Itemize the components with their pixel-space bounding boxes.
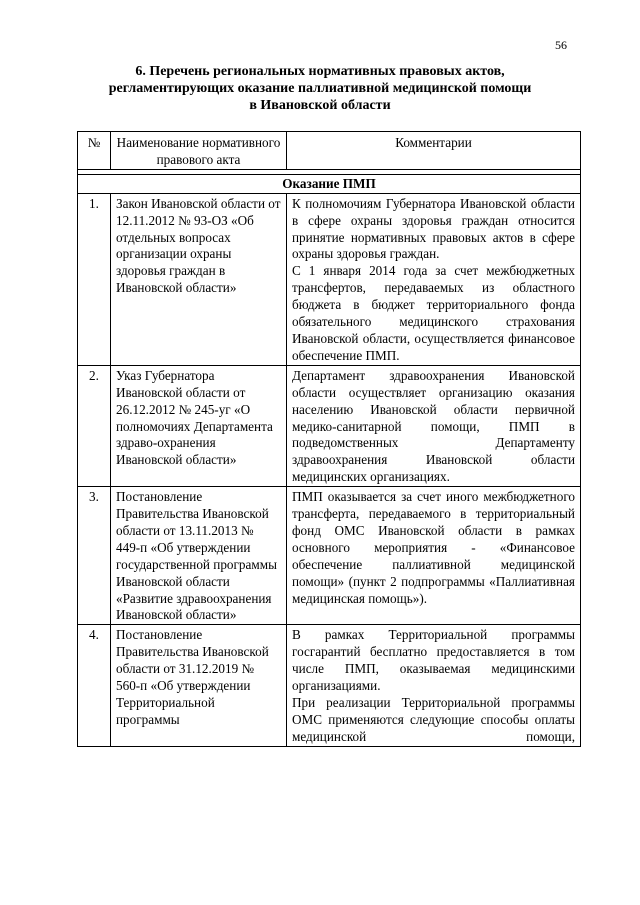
title-line-2: регламентирующих оказание паллиативной медицинской помощи	[108, 81, 532, 96]
header-number: №	[78, 132, 111, 170]
table-row	[78, 487, 581, 625]
row-comment	[287, 193, 581, 365]
comment-paragraph: В рамках Территориальной программы госгарантий бесплатно предоставляется в том числе ПМП, оказываемая медицинскими организациями.	[292, 627, 575, 694]
section-title: Оказание ПМП	[78, 174, 581, 193]
row-act-name: Указ Губернатора Ивановской области от 26.12.2012 № 245-уг «О полномочиях Департамента здраво-охранения Ивановской области»	[111, 365, 287, 486]
page-number: 56	[555, 38, 567, 52]
row-number: 1.	[78, 193, 111, 365]
row-number: 3.	[78, 487, 111, 625]
comment-paragraph: К полномочиям Губернатора Ивановской области в сфере охраны здоровья граждан относится принятие нормативных правовых актов в сфере охраны здоровья граждан.	[292, 195, 575, 262]
header-comments: Комментарии	[287, 132, 581, 170]
table-row	[78, 625, 581, 746]
row-comment	[287, 625, 581, 746]
table-row	[78, 365, 581, 486]
row-comment	[287, 487, 581, 625]
row-number: 2.	[78, 365, 111, 486]
section-row	[78, 174, 581, 193]
row-act-name: Постановление Правительства Ивановской области от 13.11.2013 № 449-п «Об утверждении государственной программы Ивановской области «Развитие здравоохранения Ивановской области»	[111, 487, 287, 625]
row-act-name: Закон Ивановской области от 12.11.2012 № 93-ОЗ «Об отдельных вопросах организации охраны здоровья граждан в Ивановской области»	[111, 193, 287, 365]
comment-paragraph: Департамент здравоохранения Ивановской области осуществляет организацию оказания населению Ивановской области первичной медико-санитарной помощи, ПМП в подведомственных Департаменту здравоохранения Ивановской области медицинских организациях.	[292, 367, 575, 485]
row-act-name: Постановление Правительства Ивановской области от 31.12.2019 № 560-п «Об утверждении Территориальной программы	[111, 625, 287, 746]
comment-paragraph: При реализации Территориальной программы ОМС применяются следующие способы оплаты медицинской помощи,	[292, 695, 575, 744]
header-act-name: Наименование нормативного правового акта	[111, 132, 287, 170]
title-line-1: 6. Перечень региональных нормативных правовых актов,	[135, 64, 505, 79]
title-line-3: в Ивановской области	[249, 98, 391, 113]
comment-paragraph: С 1 января 2014 года за счет межбюджетных трансфертов, передаваемых из областного бюджета в бюджет территориального фонда обязательного медицинского страхования Ивановской области, осуществляется финансовое обеспечение ПМП.	[292, 263, 575, 363]
table-row	[78, 193, 581, 365]
row-comment	[287, 365, 581, 486]
row-number: 4.	[78, 625, 111, 746]
document-title	[80, 63, 560, 114]
table-header-row	[78, 132, 581, 170]
comment-paragraph: ПМП оказывается за счет иного межбюджетного трансферта, передаваемого в территориальный фонд ОМС Ивановской области в рамках основного мероприятия - «Финансовое обеспечение паллиативной медицинской помощи» (пункт 2 подпрограммы «Паллиативная медицинская помощь»).	[292, 489, 575, 606]
regulations-table	[77, 131, 581, 747]
